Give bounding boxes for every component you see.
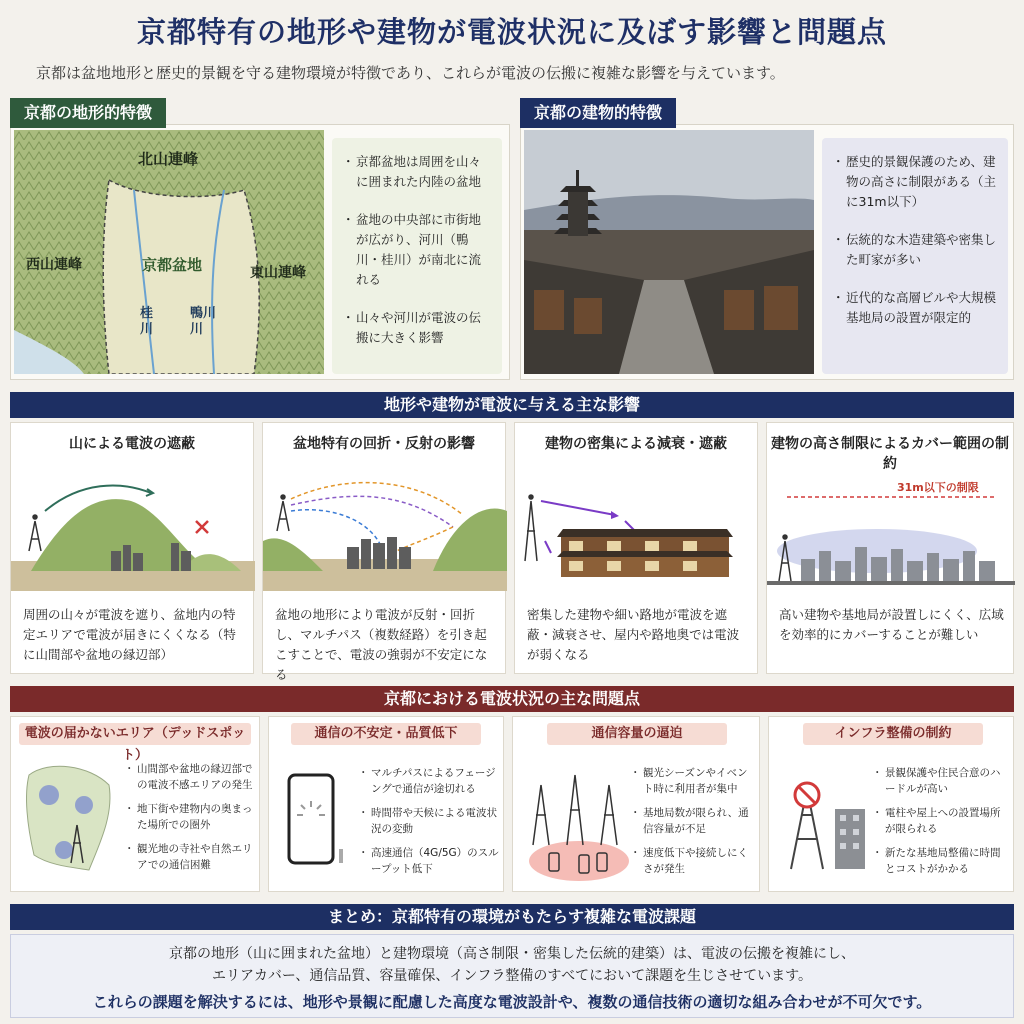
problem-card-capacity [512,716,760,892]
effect-card-title: 山による電波の遮蔽 [69,436,195,452]
map-label-katsura: 桂 川 [140,306,154,337]
terrain-bullet: ・ 山々や河川が電波の伝搬に大きく影響 [344,308,490,348]
prohibited-icon [795,783,819,807]
problem-item: ・ 時間帯や天候による電波状況の変動 [361,805,499,837]
map-label-east: 東山連峰 [250,265,306,281]
effect-card-title: 建物の高さ制限によるカバー範囲の制約 [771,436,1009,472]
height-limit-graphic [767,481,1015,591]
tower-icon [525,495,537,561]
map-label-north: 北山連峰 [138,150,199,168]
map-label-west: 西山連峰 [26,257,82,273]
effect-card-diffraction [262,422,506,682]
effect-card-attenuation [514,422,758,674]
townhouse-icon [557,529,733,577]
problem-item: ・ 新たな基地局整備に時間とコストがかかる [875,845,1009,877]
kyoto-townscape-photo [524,130,814,374]
tower-icon [533,775,617,845]
attenuation-graphic [515,481,759,591]
page-title: 京都特有の地形や建物が電波状況に及ぼす影響と問題点 [136,15,887,49]
townscape-graphic [524,130,814,374]
problem-item: ・ 観光地の寺社や自然エリアでの通信困難 [127,841,255,873]
problem-card-title: 通信の不安定・品質低下 [291,723,481,745]
terrain-bullets [332,138,502,374]
problem-item: ・ 景観保護や住民合意のハードルが高い [875,765,1009,797]
problem-list [633,765,755,885]
problem-item: ・ 観光シーズンやイベント時に利用者が集中 [633,765,755,797]
buildings-bullet: ・ 伝統的な木造建築や密集した町家が多い [834,230,996,270]
problem-list [875,765,1009,885]
problem-list [127,761,255,881]
effect-card-title: 建物の密集による減衰・遮蔽 [545,436,727,452]
problem-card-infrastructure [768,716,1014,892]
effect-card-desc: 密集した建物や細い路地が電波を遮蔽・減衰させ、屋内や路地奥では電波が弱くなる [527,607,740,662]
blocked-x-icon [196,521,208,533]
effect-card-height-limit [766,422,1014,674]
problem-card-title: 電波の届かないエリア（デッドスポット） [19,723,251,745]
buildings-bullet: ・ 歴史的景観保護のため、建物の高さに制限がある（主に31m以下） [834,152,996,212]
terrain-bullet: ・ 京都盆地は周囲を山々に囲まれた内陸の盆地 [344,152,490,192]
problem-card-title: 通信容量の逼迫 [547,723,727,745]
mountain-shielding-graphic [11,481,255,591]
diffraction-graphic [263,481,507,591]
summary-line-2: エリアカバー、通信品質、容量確保、インフラ整備のすべてにおいて課題を生じさせています。 [212,968,812,984]
congested-towers-graphic [519,765,629,885]
summary-band: まとめ：京都特有の環境がもたらす複雑な電波課題 [10,904,1014,930]
problem-list [361,765,499,885]
problem-item: ・ 電柱や屋上への設置場所が限られる [875,805,1009,837]
height-limit-label: 31m以下の制限 [897,481,979,494]
problem-item: ・ 基地局数が限られ、通信容量が不足 [633,805,755,837]
buildings-bullets [822,138,1008,374]
map-label-kamo: 鴨川 川 [190,306,217,337]
problem-item: ・ 速度低下や接続しにくさが発生 [633,845,755,877]
problem-card-dead-spot [10,716,260,892]
problem-item: ・ 地下街や建物内の奥まった場所での圏外 [127,801,255,833]
city-icon [801,547,995,583]
terrain-header: 京都の地形的特徴 [10,98,166,128]
restricted-tower-graphic [777,769,873,879]
summary-conclusion: これらの課題を解決するには、地形や景観に配慮した高度な電波設計や、複数の通信技術の適切な組み合わせが不可欠です。 [92,993,932,1011]
buildings-header: 京都の建物的特徴 [520,98,676,128]
summary-line-1: 京都の地形（山に囲まれた盆地）と建物環境（高さ制限・密集した伝統的建築）は、電波の伝搬を複雑にし、 [169,946,855,962]
problems-band: 京都における電波状況の主な問題点 [10,686,1014,712]
tower-icon [29,515,41,551]
problem-item: ・ 山間部や盆地の縁辺部での電波不感エリアの発生 [127,761,255,793]
problem-item: ・ マルチパスによるフェージングで通信が途切れる [361,765,499,797]
problem-item: ・ 高速通信（4G/5G）のスループット低下 [361,845,499,877]
effect-card-desc: 高い建物や基地局が設置しにくく、広域を効率的にカバーすることが難しい [779,607,1004,642]
effect-card-title: 盆地特有の回折・反射の影響 [293,436,475,452]
kyoto-terrain-map [14,130,324,374]
page-subtitle: 京都は盆地地形と歴史的景観を守る建物環境が特徴であり、これらが電波の伝搬に複雑な影響を与えています。 [36,64,785,82]
building-icon [835,809,865,869]
summary-box [10,934,1014,1018]
problem-card-instability [268,716,504,892]
dead-spot-map-graphic [19,755,119,875]
effect-card-desc: 盆地の地形により電波が反射・回折し、マルチパス（複数経路）を引き起こすことで、電波の強弱が不安定になる [275,607,488,682]
effect-card-desc: 周囲の山々が電波を遮り、盆地内の特定エリアで電波が届きにくくなる（特に山間部や盆地の縁辺部） [23,607,236,662]
map-label-basin: 京都盆地 [142,256,203,274]
effect-card-mountain-shielding [10,422,254,674]
tower-icon [277,495,289,531]
smartphone-icon [283,769,353,879]
buildings-bullet: ・ 近代的な高層ビルや大規模基地局の設置が限定的 [834,288,996,328]
problem-card-title: インフラ整備の制約 [803,723,983,745]
terrain-bullet: ・ 盆地の中央部に市街地が広がり、河川（鴨川・桂川）が南北に流れる [344,210,490,290]
effects-band: 地形や建物が電波に与える主な影響 [10,392,1014,418]
